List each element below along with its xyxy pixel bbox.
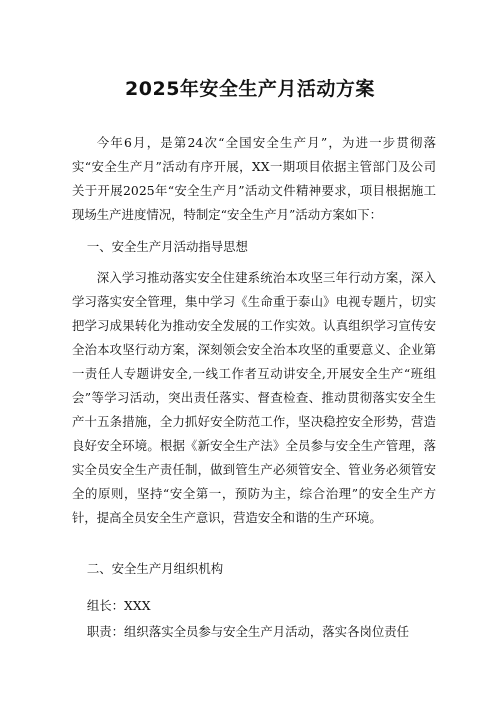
- leader-line: 组长：XXX: [86, 598, 151, 613]
- duty-line: 职责：组织落实全员参与安全生产月活动，落实各岗位责任: [86, 624, 410, 639]
- section-1-heading: 一、安全生产月活动指导思想: [86, 239, 248, 254]
- intro-paragraph: 今年6月，是第24次“全国安全生产月”，为进一步贯彻落实“安全生产月”活动有序开展，XX一期项目依据主管部门及公司关于开展2025年“安全生产月”活动文件精神要求，项目根据施工现场生产进度情况，特制定“安全生产月”活动方案如下：: [72, 135, 436, 222]
- document-title: 2025年安全生产月活动方案: [125, 78, 375, 100]
- section-1-body: 深入学习推动落实安全住建系统治本攻坚三年行动方案，深入学习落实安全管理，集中学习《生命重于泰山》电视专题片，切实把学习成果转化为推动安全发展的工作实效。认真组织学习宣传安全治本攻坚行动方案，深刻领会安全治本攻坚的重要意义、企业第一责任人专题讲安全,一线工作者互动讲安全,开展安全生产“班组会”等学习活动，突出责任落实、督查检查、推动贯彻落实安全生产十五条措施，全力抓好安全防范工作，坚决稳控安全形势，营造良好安全环境。根据《新安全生产法》全员参与安全生产管理，落实全员安全生产责任制，做到管生产必须管安全、管业务必须管安全的原则，坚持“安全第一，预防为主，综合治理”的安全生产方针，提高全员安全生产意识，营造安全和谐的生产环境。: [72, 270, 436, 525]
- section-2-heading: 二、安全生产月组织机构: [86, 561, 224, 576]
